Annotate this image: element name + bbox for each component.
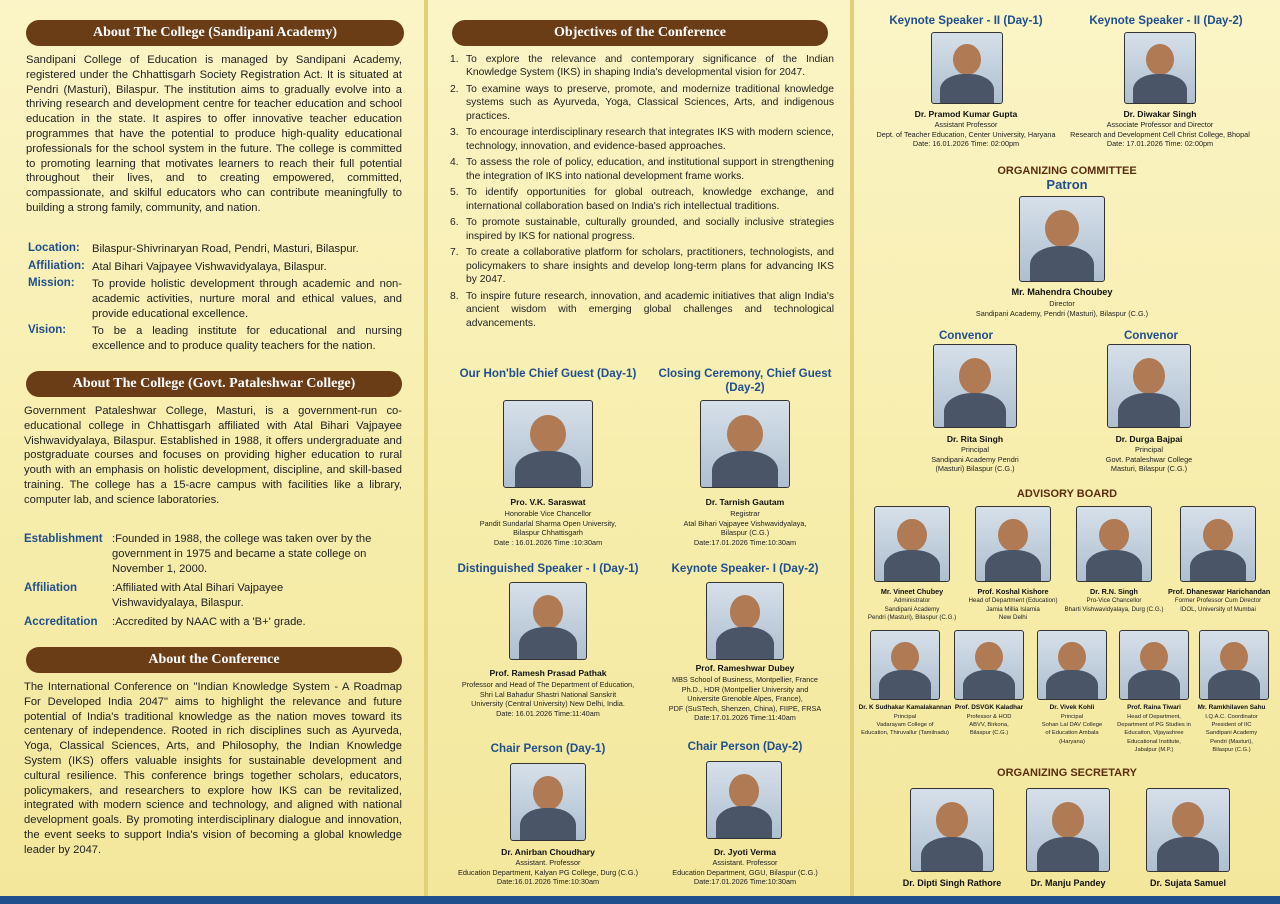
chair-person-day2-info: Assistant. Professor Education Department, GGU, Bilaspur (C.G.) Date:17.01.2026 Time:10:30am: [672, 858, 818, 887]
advisor-8-info: Head of Department, Department of PG Studies in Educaiton, Vijayashree Educational Institute, Jabalpur (M.P.): [1117, 714, 1191, 753]
secretary-2-name: Dr. Manju Pandey: [1030, 878, 1106, 888]
objective-item: 4. To assess the role of policy, education, and institutional support in strengthening the integration of IKS into national development frame works.: [450, 157, 834, 182]
govt-affiliation-value: :Affiliated with Atal Bihari Vajpayee Vishwavidyalaya, Bilaspur.: [112, 582, 284, 609]
accreditation-value: :Accredited by NAAC with a 'B+' grade.: [112, 616, 306, 628]
vision-label: Vision:: [28, 324, 67, 336]
secretary-3-photo: [1146, 788, 1230, 872]
establishment-label: Establishment: [24, 533, 103, 545]
distinguished-speaker-name: Prof. Ramesh Prasad Pathak: [489, 668, 607, 678]
about-govt-college-paragraph: Government Pataleshwar College, Masturi, is a government-run co-educational college in Chhattisgarh affiliated with Atal Bihari Vajpayee Vishwavidyalaya, Bilaspur. Established in 1988, it offers undergraduate and postgraduate courses and focuses on providing higher education to rural youth with an emphasis on holistic development, discipline, and skill-based training. The college has a 15-acre campus with facilities like a library, computer lab, and science laboratories.: [24, 405, 402, 506]
advisor-2-info: Head of Department (Education) Jamia Millia Islamia New Delhi: [968, 597, 1058, 622]
right-panel: [854, 0, 1280, 896]
affiliation-label: Affiliation:: [28, 260, 85, 272]
objective-item: 7. To create a collaborative platform for scholars, practitioners, technologists, and policymakers to share insights and develop long-term plans for advancing IKS by 2047.: [450, 247, 834, 286]
keynote-2-day1-name: Dr. Pramod Kumar Gupta: [914, 109, 1018, 119]
vision-value: To be a leading institute for educational and nursing excellence and to produce quality teachers for the nation.: [92, 325, 402, 352]
accreditation-label: Accreditation: [24, 616, 98, 628]
chair-person-day2-name: Dr. Jyoti Verma: [713, 847, 777, 857]
patron-name: Mr. Mahendra Choubey: [1011, 287, 1113, 297]
chair-person-day1-name: Dr. Anirban Choudhary: [501, 847, 595, 857]
keynote-2-day2-info: Associate Professor and Director Research and Development Cell Christ College, Bhopal Date: 17.01.2026 Time: 02:00pm: [1070, 120, 1250, 149]
advisor-3-name: Dr. R.N. Singh: [1090, 587, 1138, 596]
secretary-1-photo: [910, 788, 994, 872]
closing-chief-guest-info: Registrar Atal Bihari Vajpayee Vishwavidyalaya, Bilaspur (C.G.) Date:17.01.2026 Time:10:30am: [683, 509, 807, 547]
middle-panel: [428, 0, 850, 896]
chair-person-day1-photo: [510, 763, 586, 841]
advisor-5-name: Dr. K Sudhakar Kamalakannan: [858, 704, 952, 711]
advisor-1-photo: [874, 506, 950, 582]
advisory-board-heading: ADVISORY BOARD: [1016, 488, 1118, 500]
about-college-paragraph: Sandipani College of Education is managed by Sandipani Academy, registered under the Chhattisgarh Society Registration Act. It is situated at Pendri (Masturi), Bilaspur. The institution aims to gradually evolve into a thriving research and development centre for teacher education and school education in the state. It aspires to offer innovative teacher education programmes that have the potential to produce high-quality educational professionals for the school system in the future. The college is committed to promoting learning that motivates learners to reach their full potential throughout their lives, and to creating empowered, committed, compassionate, and skilful educators who can contribute meaningfully to building a strong family, community, and nation.: [26, 54, 402, 214]
affiliation-value: Atal Bihari Vajpayee Vishwavidyalaya, Bilaspur.: [92, 261, 327, 273]
chief-guest-day1-info: Honorable Vice Chancellor Pandit Sundarlal Sharma Open University, Bilaspur Chhattisgarh Date : 16.01.2026 Time :10:30am: [479, 509, 617, 547]
distinguished-speaker-title: Distinguished Speaker - I (Day-1): [457, 562, 639, 575]
objective-item: 5. To identify opportunities for global outreach, knowledge exchange, and international collaboration based on India's rich intellectual traditions.: [450, 187, 834, 212]
location-value: Bilaspur-Shivrinaryan Road, Pendri, Masturi, Bilaspur.: [92, 243, 359, 255]
closing-chief-guest-photo: [700, 400, 790, 488]
advisor-4-info: Former Professor Cum Director IDOL, University of Mumbai: [1174, 597, 1262, 613]
patron-photo: [1019, 196, 1105, 282]
advisor-2-photo: [975, 506, 1051, 582]
convenor-heading: Convenor: [938, 329, 994, 342]
chief-guest-day1-title: Our Hon'ble Chief Guest (Day-1): [459, 367, 637, 380]
advisor-9-photo: [1199, 630, 1269, 700]
distinguished-speaker-info: Professor and Head of The Department of Education, Shri Lal Bahadur Shastri National Sanskrit University (Central University) New Delhi, India. Date: 16.01.2026 Time:11:40am: [461, 680, 635, 718]
convenor-2-photo: [1107, 344, 1191, 428]
keynote-2-day1-photo: [931, 32, 1003, 104]
objective-item: 2. To examine ways to preserve, promote, and modernize traditional knowledge systems such as Ayurveda, Yoga, Classical Sciences, Arts, and indigenous practices.: [450, 84, 834, 122]
keynote-2-day1-title: Keynote Speaker - II (Day-1): [889, 14, 1043, 27]
advisor-6-name: Prof. DSVGK Kaladhar: [954, 704, 1024, 711]
advisor-7-info: Principal Sohan Lal DAV College of Education Ambala (Haryana): [1041, 714, 1103, 745]
advisor-5-info: Principal Vadarayam College of Education, Thiruvallur (Tamilnadu): [861, 714, 949, 737]
advisor-1-name: Mr. Vineet Chubey: [880, 587, 944, 596]
patron-heading: Patron: [1046, 177, 1088, 192]
objectives-list: [450, 53, 834, 333]
keynote-speaker-1-name: Prof. Rameshwar Dubey: [695, 663, 795, 673]
chief-guest-day1-name: Pro. V.K. Saraswat: [510, 497, 586, 507]
convenor-1-photo: [933, 344, 1017, 428]
keynote-speaker-1-photo: [706, 582, 784, 660]
left-panel: [0, 0, 424, 896]
establishment-value: :Founded in 1988, the college was taken over by the government in 1975 and became a state college on November 1, 2000.: [112, 533, 372, 575]
about-govt-college-heading: About The College (Govt. Pataleshwar College): [26, 371, 402, 397]
mission-label: Mission:: [28, 277, 75, 289]
advisor-9-name: Mr. Ramkhilaven Sahu: [1197, 704, 1266, 711]
bottom-border-bar: [0, 896, 1280, 904]
keynote-speaker-1-info: MBS School of Business, Montpellier, France Ph.D., HDR (Montpellier University and Universite Grenoble Alpes, France), PDF (SuSTech, Shenzen, China), FIIPE, FRSA Date:17.01.2026 Time:11:40am: [668, 675, 822, 723]
convenor-heading: Convenor: [1123, 329, 1179, 342]
convenor-2-name: Dr. Durga Bajpai: [1115, 434, 1183, 444]
secretary-3-name: Dr. Sujata Samuel: [1149, 878, 1227, 888]
objective-item: 8. To inspire future research, innovation, and academic initiatives that align India's ancient wisdom with emerging global challenges and technological advancements.: [450, 290, 834, 329]
advisor-1-info: Administrator Sandipani Academy Pendri (Masturi), Bilaspur (C.G.): [867, 597, 957, 622]
advisor-2-name: Prof. Koshal Kishore: [977, 587, 1049, 596]
chair-person-day1-info: Assistant. Professor Education Department, Kalyan PG College, Durg (C.G.) Date:16.01.2026 Time:10:30am: [457, 858, 639, 887]
convenor-1-info: Principal Sandipani Academy Pendri (Masturi) Bilaspur (C.G.): [931, 445, 1019, 474]
advisor-6-photo: [954, 630, 1024, 700]
about-conference-heading: About the Conference: [26, 647, 402, 673]
chair-person-day1-title: Chair Person (Day-1): [490, 742, 606, 755]
objective-item: 6. To promote sustainable, culturally grounded, and socially inclusive strategies inspired by IKS for national progress.: [450, 217, 834, 242]
about-conference-paragraph: The International Conference on "Indian Knowledge System - A Roadmap For Developed India 2047" aims to highlight the relevance and future potential of India's traditional knowledge as the nation moves toward its centenary of independence. Rooted in rich disciplines such as Ayurveda, Yoga, Classical Sciences, Arts, and Philosophy, the Indian Knowledge System (IKS) offers valuable insights for sustainable development and cultural resilience. This conference brings together scholars, educators, policymakers, and researchers to explore how IKS can be revitalized, integrated with modern science and technology, and aligned with national development goals. By promoting interdisciplinary dialogue and innovation, the event seeks to support India's vision of becoming a global knowledge leader by 2047.: [24, 681, 402, 856]
secretary-2-photo: [1026, 788, 1110, 872]
convenor-2-info: Principal Govt. Pataleshwar College Masturi, Bilaspur (C.G.): [1105, 445, 1193, 474]
location-label: Location:: [28, 242, 80, 254]
secretary-1-name: Dr. Dipti Singh Rathore: [902, 878, 1002, 888]
advisor-9-info: I.Q.A.C. Coordinator President of IIC Sandipani Academy Pendri (Masturi), Bilaspur (C.G.): [1205, 714, 1258, 753]
convenor-1-name: Dr. Rita Singh: [946, 434, 1004, 444]
advisor-4-photo: [1180, 506, 1256, 582]
advisor-5-photo: [870, 630, 940, 700]
keynote-2-day2-title: Keynote Speaker - II (Day-2): [1089, 14, 1243, 27]
organizing-secretary-heading: ORGANIZING SECRETARY: [997, 767, 1137, 779]
chair-person-day2-photo: [706, 761, 782, 839]
advisor-6-info: Professor & HOD ABVV, Birkona, Bilaspur (C.G.): [966, 714, 1012, 737]
chief-guest-day1-photo: [503, 400, 593, 488]
keynote-speaker-1-title: Keynote Speaker- I (Day-2): [671, 562, 819, 575]
govt-affiliation-label: Affiliation: [24, 582, 78, 594]
advisor-7-photo: [1037, 630, 1107, 700]
about-college-heading: About The College (Sandipani Academy): [26, 20, 404, 46]
organizing-committee-heading: ORGANIZING COMMITTEE: [997, 165, 1137, 177]
objective-item: 1. To explore the relevance and contemporary significance of the Indian Knowledge System (IKS) in shaping India's developmental vision for 2047.: [450, 54, 834, 79]
advisor-8-photo: [1119, 630, 1189, 700]
keynote-2-day2-photo: [1124, 32, 1196, 104]
advisor-4-name: Prof. Dhaneswar Harichandan: [1168, 587, 1271, 596]
advisor-8-name: Prof. Raina Tiwari: [1127, 704, 1181, 711]
objective-item: 3. To encourage interdisciplinary research that integrates IKS with modern science, technology, innovation, and evidence-based approaches.: [450, 127, 834, 152]
closing-chief-guest-title: Closing Ceremony, Chief Guest (Day-2): [658, 367, 832, 394]
objectives-heading: Objectives of the Conference: [452, 20, 828, 46]
chair-person-day2-title: Chair Person (Day-2): [687, 740, 803, 753]
keynote-2-day2-name: Dr. Diwakar Singh: [1123, 109, 1197, 119]
advisor-3-photo: [1076, 506, 1152, 582]
keynote-2-day1-info: Assistant Professor Dept. of Teacher Education, Center University, Haryana Date: 16.01.2026 Time: 02:00pm: [876, 120, 1056, 149]
patron-info: Director Sandipani Academy, Pendri (Masturi), Bilaspur (C.G.): [975, 299, 1149, 318]
mission-value: To provide holistic development through academic and non-academic activities, nurture moral and ethical values, and provide educational excellence.: [92, 278, 402, 320]
distinguished-speaker-photo: [509, 582, 587, 660]
advisor-7-name: Dr. Vivek Kohli: [1049, 704, 1095, 711]
advisor-3-info: Pro-Vice Chancellor Bharti Vishwavidyalaya, Durg (C.G.): [1064, 597, 1164, 613]
closing-chief-guest-name: Dr. Tarnish Gautam: [705, 497, 785, 507]
